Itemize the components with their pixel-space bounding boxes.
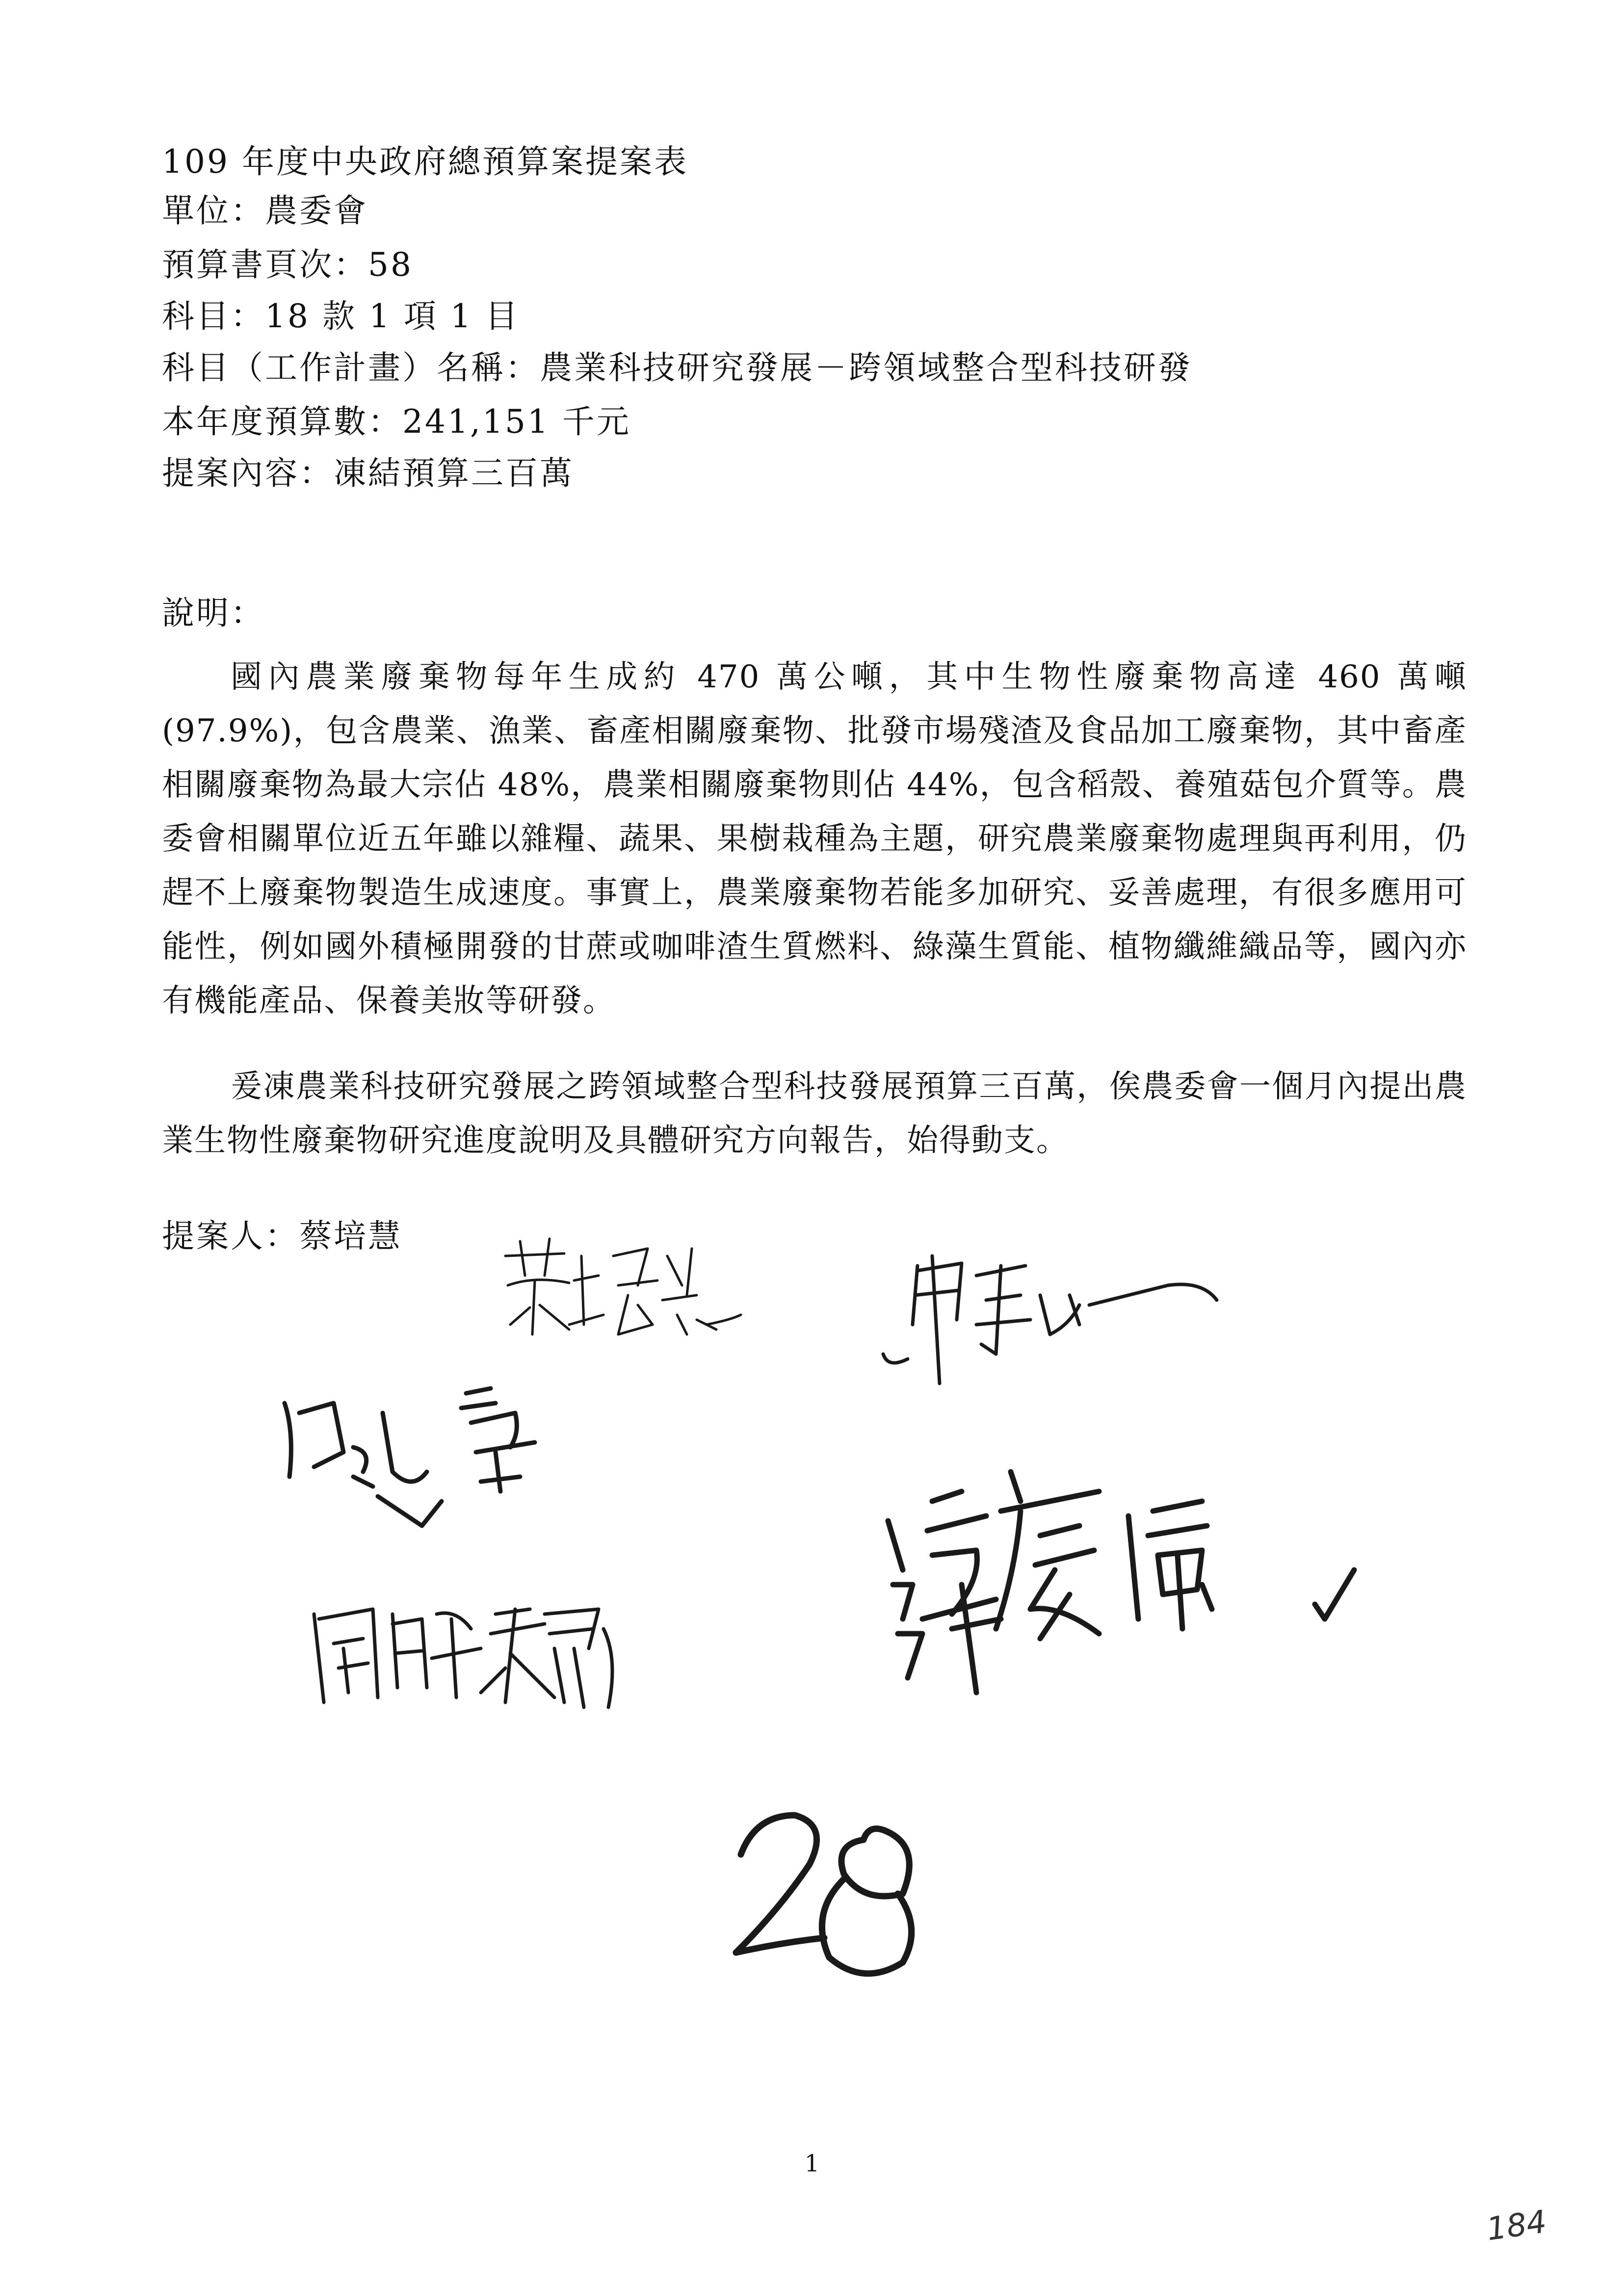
explanation-paragraph-1: 國內農業廢棄物每年生成約 470 萬公噸，其中生物性廢棄物高達 460 萬噸(97.9%)，包含農業、漁業、畜產相關廢棄物、批發市場殘渣及食品加工廢棄物，其中畜產相關廢棄物為最大宗佔 48%，農業相關廢棄物則佔 44%，包含稻殼、養殖菇包介質等。農委會相關單位近五年雖以雜糧、蔬果、果樹栽種為主題，研究農業廢棄物處理與再利用，仍趕不上廢棄物製造生成速度。事實上，農業廢棄物若能多加研究、妥善處理，有很多應用可能性，例如國外積極開發的甘蔗或咖啡渣生質燃料、綠藻生質能、植物纖維織品等，國內亦有機能產品、保養美妝等研發。	[162, 659, 1467, 1019]
plan-name-line: 科目（工作計畫）名稱：農業科技研究發展－跨領域整合型科技研發	[162, 349, 1192, 387]
proposal-line: 提案內容：凍結預算三百萬	[162, 454, 574, 492]
corner-number: 184	[1484, 2203, 1549, 2248]
explanation-paragraph-2: 爰凍農業科技研究發展之跨領域整合型科技發展預算三百萬，俟農委會一個月內提出農業生物性廢棄物研究進度說明及具體研究方向報告，始得動支。	[162, 1069, 1467, 1159]
page-ref-line: 預算書頁次：58	[162, 246, 413, 284]
signature-1	[505, 1239, 741, 1334]
unit-line: 單位：農委會	[162, 192, 368, 230]
signature-2	[883, 1256, 1217, 1383]
signature-5	[888, 1472, 1354, 1693]
proposer-line: 提案人：蔡培慧	[162, 1217, 402, 1255]
page-number: 1	[804, 2150, 820, 2177]
budget-line: 本年度預算數：241,151 千元	[162, 403, 631, 441]
subject-line: 科目：18 款 1 項 1 目	[162, 297, 520, 335]
signature-4	[314, 1609, 612, 1707]
signature-3	[285, 1388, 535, 1526]
handwritten-number	[736, 1815, 912, 1974]
document-title: 109 年度中央政府總預算案提案表	[162, 143, 688, 181]
explanation-label: 說明：	[162, 594, 265, 632]
